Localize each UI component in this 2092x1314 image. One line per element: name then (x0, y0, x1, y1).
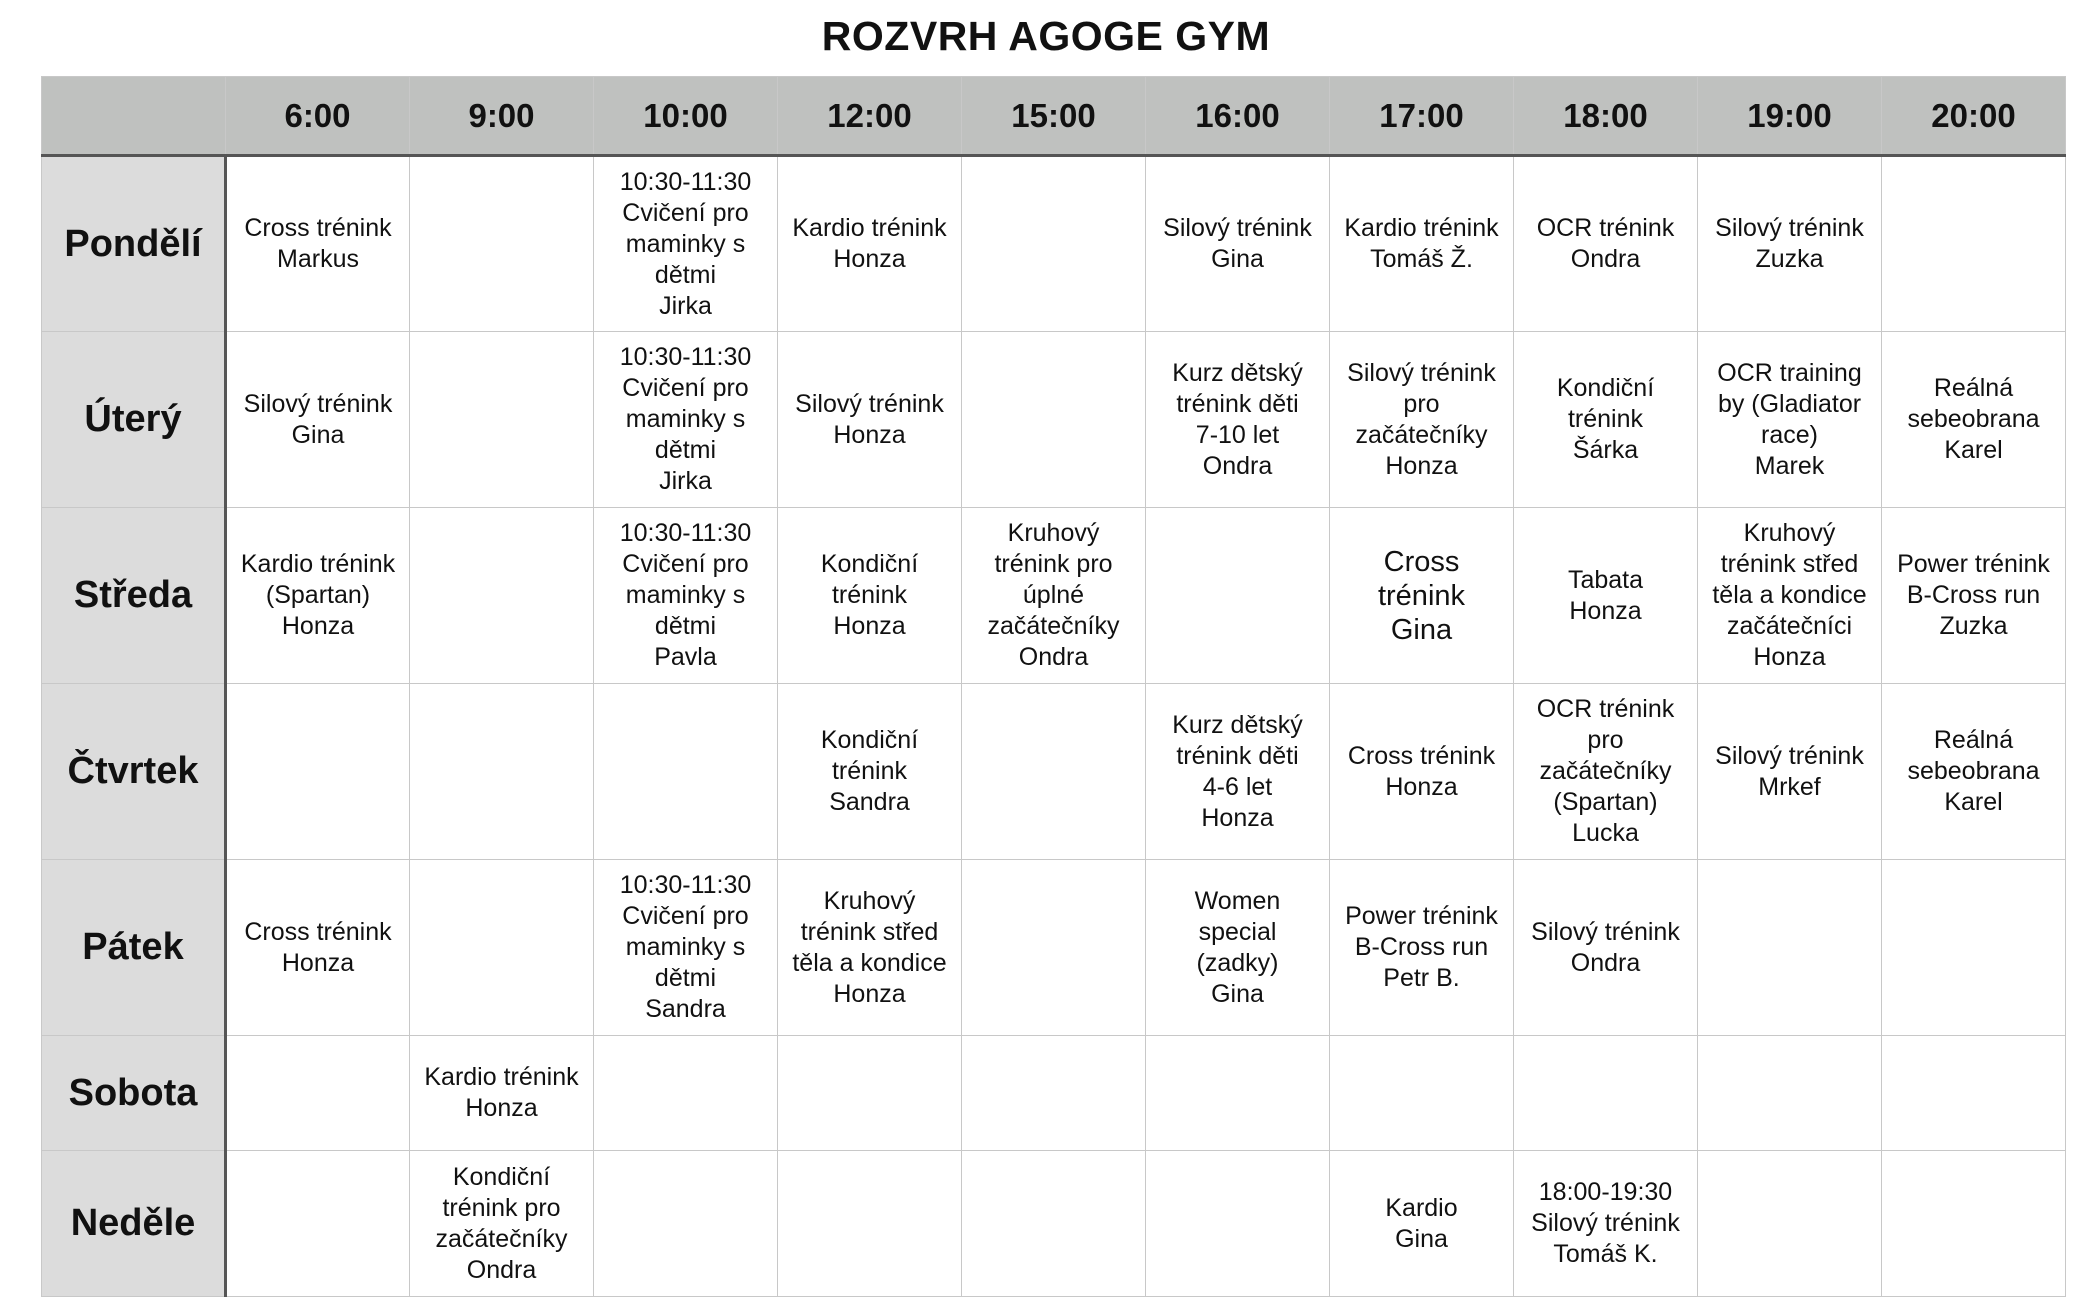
day-row-pondeli (42, 156, 2066, 332)
class-cell: 10:30-11:30 Cvičení pro maminky s dětmi Pavla (594, 508, 778, 684)
class-cell (962, 1036, 1146, 1151)
class-cell (778, 1151, 962, 1297)
class-cell: OCR trénink pro začátečníky (Spartan) Lucka (1514, 684, 1698, 860)
class-cell: Kondiční trénink Šárka (1514, 332, 1698, 508)
class-cell: Kardio trénink Honza (778, 156, 962, 332)
class-cell: Silový trénink Honza (778, 332, 962, 508)
day-label: Sobota (42, 1036, 226, 1151)
class-cell (1330, 1036, 1514, 1151)
class-cell (226, 1036, 410, 1151)
class-cell: Kruhový trénink pro úplné začátečníky Ondra (962, 508, 1146, 684)
day-label: Pátek (42, 860, 226, 1036)
class-cell: Silový trénink Mrkef (1698, 684, 1882, 860)
class-cell (1698, 1151, 1882, 1297)
class-cell: Women special (zadky) Gina (1146, 860, 1330, 1036)
class-cell (1882, 156, 2066, 332)
class-cell (962, 1151, 1146, 1297)
day-row-streda (42, 508, 2066, 684)
class-cell (962, 684, 1146, 860)
day-row-ctvrtek (42, 684, 2066, 860)
class-cell (962, 860, 1146, 1036)
class-cell (962, 332, 1146, 508)
day-label: Úterý (42, 332, 226, 508)
class-cell (594, 1151, 778, 1297)
class-cell: Tabata Honza (1514, 508, 1698, 684)
day-row-utery (42, 332, 2066, 508)
class-cell: Silový trénink pro začátečníky Honza (1330, 332, 1514, 508)
class-cell (1514, 1036, 1698, 1151)
day-row-patek (42, 860, 2066, 1036)
class-cell (1146, 1151, 1330, 1297)
class-cell (410, 332, 594, 508)
class-cell: Kondiční trénink Sandra (778, 684, 962, 860)
class-cell: Reálná sebeobrana Karel (1882, 684, 2066, 860)
class-cell (1146, 508, 1330, 684)
time-header: 17:00 (1330, 77, 1514, 156)
class-cell: Kondiční trénink pro začátečníky Ondra (410, 1151, 594, 1297)
class-cell: Kardio trénink Tomáš Ž. (1330, 156, 1514, 332)
class-cell: Silový trénink Gina (1146, 156, 1330, 332)
class-cell: Power trénink B-Cross run Petr B. (1330, 860, 1514, 1036)
class-cell: Kardio Gina (1330, 1151, 1514, 1297)
time-header: 20:00 (1882, 77, 2066, 156)
class-cell (410, 684, 594, 860)
time-header: 19:00 (1698, 77, 1882, 156)
time-header: 9:00 (410, 77, 594, 156)
class-cell (1882, 1151, 2066, 1297)
class-cell (962, 156, 1146, 332)
class-cell (1698, 860, 1882, 1036)
class-cell: Kruhový trénink střed těla a kondice začátečníci Honza (1698, 508, 1882, 684)
day-label: Neděle (42, 1151, 226, 1297)
time-header: 15:00 (962, 77, 1146, 156)
schedule-title: ROZVRH AGOGE GYM (821, 13, 1271, 59)
day-row-nedele (42, 1151, 2066, 1297)
class-cell: 10:30-11:30 Cvičení pro maminky s dětmi Jirka (594, 156, 778, 332)
class-cell (1882, 860, 2066, 1036)
class-cell: 10:30-11:30 Cvičení pro maminky s dětmi Jirka (594, 332, 778, 508)
class-cell: Kruhový trénink střed těla a kondice Honza (778, 860, 962, 1036)
corner-cell (42, 77, 226, 156)
class-cell: Cross trénink Markus (226, 156, 410, 332)
class-cell (594, 684, 778, 860)
time-header: 18:00 (1514, 77, 1698, 156)
class-cell: Kondiční trénink Honza (778, 508, 962, 684)
time-header-row (42, 77, 2066, 156)
class-cell: Silový trénink Zuzka (1698, 156, 1882, 332)
day-label: Pondělí (42, 156, 226, 332)
time-header: 6:00 (226, 77, 410, 156)
class-cell (410, 860, 594, 1036)
class-cell: 10:30-11:30 Cvičení pro maminky s dětmi Sandra (594, 860, 778, 1036)
class-cell (1882, 1036, 2066, 1151)
day-label: Čtvrtek (42, 684, 226, 860)
class-cell (594, 1036, 778, 1151)
time-header: 10:00 (594, 77, 778, 156)
class-cell: Cross trénink Honza (226, 860, 410, 1036)
class-cell: OCR trénink Ondra (1514, 156, 1698, 332)
class-cell: OCR training by (Gladiator race) Marek (1698, 332, 1882, 508)
day-row-sobota (42, 1036, 2066, 1151)
class-cell: Silový trénink Ondra (1514, 860, 1698, 1036)
class-cell (226, 1151, 410, 1297)
class-cell (226, 684, 410, 860)
class-cell: Cross trénink Honza (1330, 684, 1514, 860)
class-cell (410, 508, 594, 684)
class-cell (1146, 1036, 1330, 1151)
class-cell (410, 156, 594, 332)
class-cell: Kardio trénink (Spartan) Honza (226, 508, 410, 684)
class-cell (778, 1036, 962, 1151)
class-cell: 18:00-19:30 Silový trénink Tomáš K. (1514, 1151, 1698, 1297)
class-cell: Silový trénink Gina (226, 332, 410, 508)
schedule-table (41, 76, 2066, 1297)
class-cell: Power trénink B-Cross run Zuzka (1882, 508, 2066, 684)
class-cell: Reálná sebeobrana Karel (1882, 332, 2066, 508)
class-cell (1698, 1036, 1882, 1151)
class-cell: Kurz dětský trénink děti 7-10 let Ondra (1146, 332, 1330, 508)
class-cell: Kardio trénink Honza (410, 1036, 594, 1151)
time-header: 12:00 (778, 77, 962, 156)
time-header: 16:00 (1146, 77, 1330, 156)
class-cell: Cross trénink Gina (1330, 508, 1514, 684)
class-cell: Kurz dětský trénink děti 4-6 let Honza (1146, 684, 1330, 860)
day-label: Středa (42, 508, 226, 684)
